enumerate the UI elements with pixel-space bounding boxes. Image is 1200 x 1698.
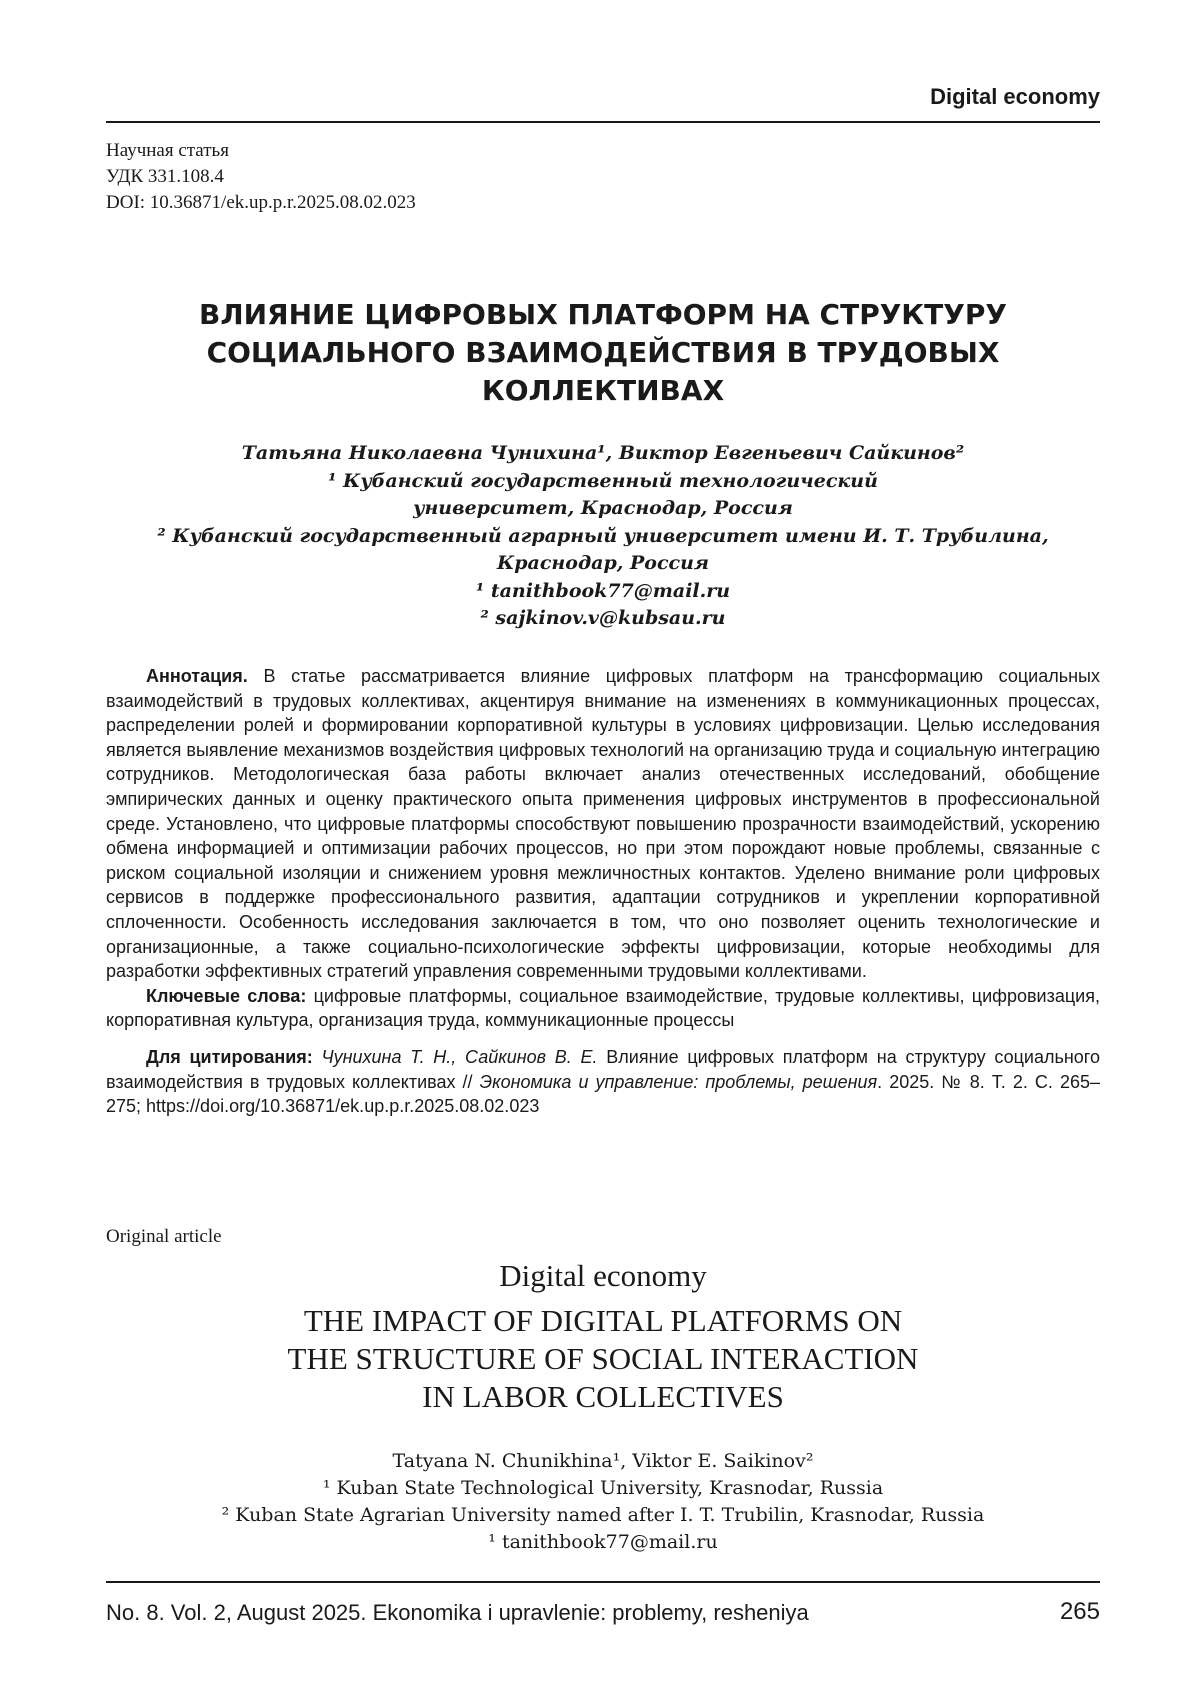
citation-paragraph	[106, 1045, 1100, 1119]
en-article-type: Original article	[106, 1226, 222, 1248]
citation-label: Для цитирования:	[146, 1047, 313, 1067]
abstract-text: В статье рассматривается влияние цифровых платформ на трансформацию социальных взаимодействий в трудовых коллективах, акцентируя внимание на изменениях в коммуникационных процессах, распределении ролей и формировании корпоративной культуры в условиях цифровизации. Целью исследования является выявление механизмов воздействия цифровых технологий на организацию труда и социальную интеграцию сотрудников. Методологическая база работы включает анализ отечественных исследований, обобщение эмпирических данных и оценку практического опыта применения цифровых инструментов в профессиональной среде. Установлено, что цифровые платформы способствуют повышению прозрачности взаимодействий, ускорению обмена информацией и оптимизации рабочих процессов, но при этом порождают новые проблемы, связанные с риском социальной изоляции и снижением уровня межличностных контактов. Уделено внимание роли цифровых сервисов в поддержке профессионального развития, адаптации сотрудников и укреплении корпоративной сплоченности. Особенность исследования заключается в том, что оно позволяет оценить технологические и организационные, а также социально-психологические эффекты цифровизации, которые необходимы для разработки эффективных стратегий управления современными трудовыми коллективами.	[106, 666, 1100, 981]
footer-rule	[106, 1581, 1100, 1583]
article-type: Научная статья	[106, 138, 416, 164]
en-rubric: Digital economy	[106, 1258, 1100, 1294]
en-title-line: THE IMPACT OF DIGITAL PLATFORMS ON	[106, 1302, 1100, 1340]
footer-journal: No. 8. Vol. 2, August 2025. Ekonomika i upravlenie: problemy, resheniya	[106, 1600, 809, 1626]
en-authors-names: Tatyana N. Chunikhina¹, Viktor E. Saikinov²	[106, 1448, 1100, 1475]
ru-affiliation-2-cont: Краснодар, Россия	[106, 550, 1100, 578]
abstract-paragraph	[106, 664, 1100, 984]
ru-email-2[interactable]: ² sajkinov.v@kubsau.ru	[106, 605, 1100, 633]
citation-journal: Экономика и управление: проблемы, решения	[480, 1072, 878, 1092]
header-rule	[106, 121, 1100, 123]
ru-email-1[interactable]: ¹ tanithbook77@mail.ru	[106, 578, 1100, 606]
ru-authors-names: Татьяна Николаевна Чунихина¹, Виктор Евгеньевич Сайкинов²	[106, 440, 1100, 468]
article-page	[0, 0, 1200, 1698]
en-title-line: THE STRUCTURE OF SOCIAL INTERACTION	[106, 1340, 1100, 1378]
ru-title-line: ВЛИЯНИЕ ЦИФРОВЫХ ПЛАТФОРМ НА СТРУКТУРУ	[106, 296, 1100, 334]
citation-details[interactable]: . 2025. № 8. Т. 2. С. 265–275; https://doi.org/10.36871/ek.up.p.r.2025.08.02.023	[106, 1072, 1100, 1117]
ru-title-line: СОЦИАЛЬНОГО ВЗАИМОДЕЙСТВИЯ В ТРУДОВЫХ	[106, 334, 1100, 372]
ru-affiliation-1: ¹ Кубанский государственный технологический	[106, 468, 1100, 496]
ru-title-line: КОЛЛЕКТИВАХ	[106, 372, 1100, 410]
abstract-label: Аннотация.	[146, 666, 248, 686]
en-email-1[interactable]: ¹ tanithbook77@mail.ru	[106, 1529, 1100, 1556]
en-affiliation-1: ¹ Kuban State Technological University, Krasnodar, Russia	[106, 1475, 1100, 1502]
keywords-label: Ключевые слова:	[146, 986, 306, 1006]
page-number: 265	[1060, 1598, 1100, 1626]
ru-article-title	[106, 296, 1100, 410]
ru-affiliation-1-cont: университет, Краснодар, Россия	[106, 495, 1100, 523]
citation-authors: Чунихина Т. Н., Сайкинов В. Е.	[322, 1047, 598, 1067]
keywords-text: цифровые платформы, социальное взаимодействие, трудовые коллективы, цифровизация, корпоративная культура, организация труда, коммуникационные процессы	[106, 986, 1100, 1031]
en-author-block	[106, 1448, 1100, 1556]
en-title-line: IN LABOR COLLECTIVES	[106, 1378, 1100, 1416]
udc-code: УДК 331.108.4	[106, 164, 416, 190]
article-meta	[106, 138, 416, 216]
en-affiliation-2: ² Kuban State Agrarian University named after I. T. Trubilin, Krasnodar, Russia	[106, 1502, 1100, 1529]
ru-author-block	[106, 440, 1100, 633]
doi: DOI: 10.36871/ek.up.p.r.2025.08.02.023	[106, 190, 416, 216]
citation-title: Влияние цифровых платформ на структуру социального взаимодействия в трудовых коллективах //	[106, 1047, 1100, 1092]
abstract-block	[106, 664, 1100, 1119]
ru-affiliation-2: ² Кубанский государственный аграрный университет имени И. Т. Трубилина,	[106, 523, 1100, 551]
running-header-section: Digital economy	[106, 84, 1100, 110]
en-article-title	[106, 1302, 1100, 1416]
keywords-paragraph	[106, 984, 1100, 1033]
